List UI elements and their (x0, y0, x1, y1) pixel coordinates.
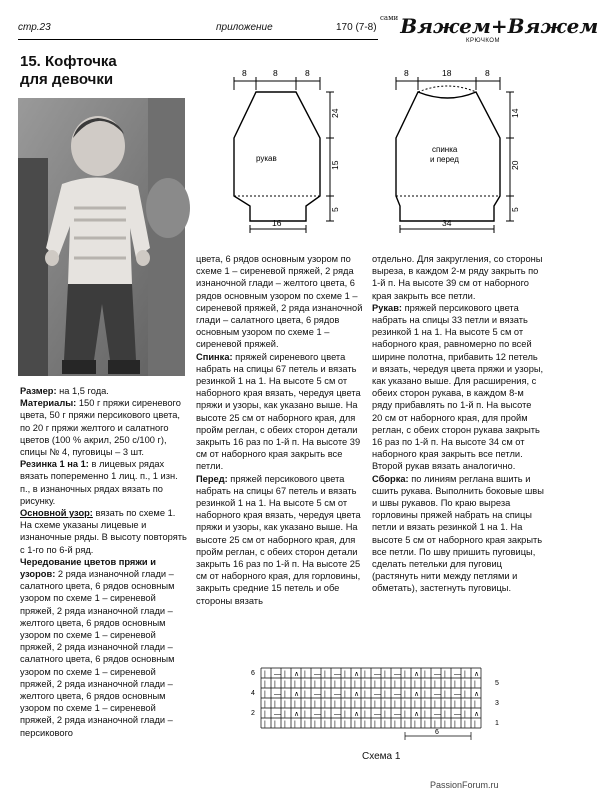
scheme-row-3: 3 (495, 700, 499, 707)
size-paragraph: Размер: на 1,5 года. (20, 386, 109, 396)
front-paragraph: Перед: пряжей персикового цвета набрать на спицы 67 петель и вязать резинкой 1 на 1. На высоте 5 см от наборного края вязать, чередуя цвета пряжи и узоры, как указано выше. На высоте 25 см от наборного края, для пройм реглан, с обеих сторон детали закрыть 16 раз по 1-й п. На высоте 25 см от наборного края, для горловины, закрыть средние 15 петель и обе стороны вязать (196, 473, 361, 606)
scheme-stitch-symbol: | (304, 691, 306, 698)
back-paragraph: Спинка: пряжей сиреневого цвета набрать на спицы 67 петель и вязать резинкой 1 на 1. На высоте 5 см от наборного края вязать, чередуя цвета пряжи и узоры, как указано выше. На высоте 25 см от наборного края, для пройм реглан, с обеих сторон детали закрыть 16 раз по 1-й п. На высоте 39 см от наборного края закрыть все петли. (196, 351, 361, 472)
scheme-stitch-symbol: — (394, 671, 401, 678)
scheme-row-5: 5 (495, 680, 499, 687)
scheme-row-2: 2 (251, 710, 255, 717)
scheme-stitch-symbol: | (424, 711, 426, 718)
scheme-stitch-symbol: | (334, 681, 336, 688)
body-side-dim-1: 14 (510, 108, 520, 118)
scheme-stitch-symbol: | (294, 701, 296, 708)
scheme-stitch-symbol: | (384, 701, 386, 708)
sleeve-diagram (226, 66, 346, 236)
scheme-stitch-symbol: | (284, 701, 286, 708)
scheme-stitch-symbol: | (344, 681, 346, 688)
scheme-stitch-symbol: | (414, 721, 416, 728)
scheme-stitch-symbol: | (424, 671, 426, 678)
scheme-stitch-symbol: | (464, 721, 466, 728)
scheme-stitch-symbol: | (464, 711, 466, 718)
scheme-stitch-symbol: | (314, 701, 316, 708)
scheme-stitch-symbol: | (444, 681, 446, 688)
scheme-stitch-symbol: | (354, 681, 356, 688)
scheme-stitch-symbol: | (274, 721, 276, 728)
scheme-stitch-symbol: | (274, 701, 276, 708)
sleeve-bottom-dim: 16 (272, 218, 282, 228)
scheme-caption: Схема 1 (362, 751, 401, 762)
scheme-stitch-symbol: | (394, 681, 396, 688)
scheme-repeat: 6 (435, 729, 439, 736)
scheme-stitch-symbol: | (364, 681, 366, 688)
scheme-stitch-symbol: | (284, 681, 286, 688)
scheme-stitch-symbol: ∧ (474, 711, 480, 718)
scheme-stitch-symbol: ∧ (354, 671, 360, 678)
scheme-stitch-symbol: | (374, 701, 376, 708)
scheme-stitch-symbol: — (434, 711, 441, 718)
body-top-dim-3: 8 (485, 68, 490, 78)
scheme-stitch-symbol: | (364, 711, 366, 718)
magazine-logo: $^{сами}$ Вяжем+Вяжем (380, 14, 598, 38)
scheme-stitch-symbol: | (384, 691, 386, 698)
scheme-stitch-symbol: | (344, 711, 346, 718)
sleeves-paragraph: Рукав: пряжей персикового цвета набрать на спицы 33 петли и вязать резинкой 1 на 1. На высоте 5 см от наборного края, равномерно по всей ширине полотна, прибавить 12 петель и вязать, чередуя цвета пряжи и узоры, как указано выше. Для расширения, с обеих сторон рукава, в каждом 8-м ряду прибавлять по 1-й п. На высоте 20 см от наборного края, для пройм реглан, с обеих сторон рукава закрыть 16 раз по 1-й п. На высоте 34 см от наборного края закрыть все петли. Второй рукав вязать аналогично. (372, 302, 544, 472)
scheme-stitch-symbol: | (424, 691, 426, 698)
scheme-stitch-symbol: | (464, 701, 466, 708)
scheme-stitch-symbol: | (384, 711, 386, 718)
scheme-stitch-symbol: | (464, 671, 466, 678)
body-top-dim-2: 18 (442, 68, 452, 78)
rib-paragraph: Резинка 1 на 1: в лицевых рядах вязать попеременно 1 лиц. п., 1 изн. п., в изнаночных рядах вязать по рисунку. (20, 459, 178, 506)
site-watermark: PassionForum.ru (430, 780, 499, 790)
scheme-stitch-symbol: — (394, 691, 401, 698)
scheme-stitch-symbol: | (394, 721, 396, 728)
scheme-stitch-symbol: | (464, 691, 466, 698)
scheme-stitch-symbol: — (374, 691, 381, 698)
body-bottom-dim: 34 (442, 218, 452, 228)
scheme-row-4: 4 (251, 690, 255, 697)
scheme-stitch-symbol: ∧ (354, 691, 360, 698)
scheme-stitch-symbol: ∧ (414, 711, 420, 718)
scheme-stitch-symbol: | (384, 671, 386, 678)
sleeve-top-dim-3: 8 (305, 68, 310, 78)
scheme-stitch-symbol: | (344, 721, 346, 728)
scheme-stitch-symbol: | (444, 691, 446, 698)
scheme-stitch-symbol: | (264, 721, 266, 728)
scheme-stitch-symbol: | (414, 681, 416, 688)
scheme-stitch-symbol: | (364, 691, 366, 698)
scheme-stitch-symbol: | (404, 701, 406, 708)
scheme-stitch-symbol: — (314, 671, 321, 678)
scheme-stitch-symbol: | (404, 721, 406, 728)
scheme-stitch-symbol: | (284, 711, 286, 718)
scheme-stitch-symbol: | (384, 681, 386, 688)
scheme-stitch-symbol: | (294, 721, 296, 728)
sleeve-side-dim-1: 24 (330, 108, 340, 118)
scheme-stitch-symbol: — (374, 671, 381, 678)
scheme-stitch-symbol: | (294, 681, 296, 688)
magazine-logo-sub: КРЮЧКОМ (466, 38, 500, 44)
scheme-stitch-symbol: | (314, 721, 316, 728)
scheme-stitch-symbol: | (264, 701, 266, 708)
scheme-stitch-symbol: — (274, 691, 281, 698)
scheme-stitch-symbol: | (424, 721, 426, 728)
scheme-stitch-symbol: ∧ (294, 691, 300, 698)
scheme-stitch-symbol: | (304, 721, 306, 728)
scheme-stitch-symbol: | (264, 681, 266, 688)
scheme-stitch-symbol: | (444, 711, 446, 718)
scheme-stitch-symbol: | (364, 671, 366, 678)
scheme-stitch-symbol: — (334, 691, 341, 698)
scheme-stitch-symbol: ∧ (474, 671, 480, 678)
scheme-stitch-symbol: | (424, 681, 426, 688)
sleeve-label: рукав (256, 154, 277, 163)
scheme-stitch-symbol: | (434, 701, 436, 708)
scheme-stitch-symbol: — (274, 671, 281, 678)
scheme-stitch-symbol: | (344, 691, 346, 698)
scheme-stitch-symbol: | (394, 701, 396, 708)
stripes-continued: цвета, 6 рядов основным узором по схеме 1 – сиреневой пряжей, 2 ряда изнаночной глади – желтого цвета, 6 рядов основным узором по схеме 1 – сиреневой пряжей, 2 ряда изнаночной глади – салатного цвета, 6 рядов основным узором по схеме 1 – сиреневой пряжей. (196, 254, 363, 350)
scheme-stitch-symbol: ∧ (354, 711, 360, 718)
scheme-stitch-symbol: | (324, 701, 326, 708)
scheme-stitch-symbol: | (284, 671, 286, 678)
text-column-1 (20, 385, 187, 739)
scheme-stitch-symbol: | (464, 681, 466, 688)
scheme-stitch-symbol: ∧ (294, 711, 300, 718)
main-pattern-paragraph: Основной узор: вязать по схеме 1. На схеме указаны лицевые и изнаночные ряды. В высоту повторять с 1-го по 6-й ряд. (20, 508, 187, 555)
scheme-stitch-symbol: — (334, 711, 341, 718)
page-header (18, 14, 598, 44)
sleeve-side-dim-3: 5 (330, 207, 340, 212)
stripes-paragraph: Чередование цветов пряжи и узоров: 2 ряда изнаночной глади – салатного цвета, 6 рядов основным узором по схеме 1 – сиреневой пряжей, 2 ряда изнаночной глади – желтого цвета, 6 рядов основным узором по схеме 1 – сиреневой пряжей, 2 ряда изнаночной глади – салатного цвета, 6 рядов основным узором по схеме 1 – сиреневой пряжей, 2 ряда изнаночной глади – желтого цвета, 6 рядов основным узором по схеме 1 – сиреневой пряжей, 2 ряда изнаночной глади – персикового (20, 556, 175, 738)
scheme-stitch-symbol: | (354, 721, 356, 728)
scheme-stitch-symbol: | (364, 701, 366, 708)
materials-paragraph: Материалы: 150 г пряжи сиреневого цвета, 50 г пряжи персикового цвета, по 20 г пряжи желтого и салатного цветов (100 % акрил, 250 с/100 г), спицы № 4, пуговицы – 3 шт. (20, 398, 181, 458)
scheme-stitch-symbol: | (324, 711, 326, 718)
scheme-stitch-symbol: — (454, 691, 461, 698)
issue-number: 170 (7-8) (336, 22, 377, 33)
text-column-2 (196, 253, 364, 607)
scheme-stitch-symbol: | (474, 721, 476, 728)
text-column-3 (372, 253, 544, 595)
scheme-stitch-symbol: | (454, 681, 456, 688)
scheme-stitch-symbol: | (404, 711, 406, 718)
scheme-row-6: 6 (251, 670, 255, 677)
scheme-stitch-symbol: — (454, 711, 461, 718)
body-label-2: и перед (430, 155, 459, 164)
body-top-dim-1: 8 (404, 68, 409, 78)
scheme-stitch-symbol: — (314, 711, 321, 718)
scheme-stitch-symbol: | (304, 711, 306, 718)
sleeve-top-dim-2: 8 (273, 68, 278, 78)
scheme-stitch-symbol: | (374, 681, 376, 688)
scheme-stitch-symbol: | (384, 721, 386, 728)
scheme-stitch-symbol: | (324, 721, 326, 728)
scheme-stitch-symbol: — (434, 691, 441, 698)
header-rule (18, 39, 378, 40)
scheme-stitch-symbol: | (274, 681, 276, 688)
sleeve-side-dim-2: 15 (330, 160, 340, 170)
scheme-stitch-symbol: | (474, 701, 476, 708)
scheme-stitch-symbol: | (354, 701, 356, 708)
body-side-dim-3: 5 (510, 207, 520, 212)
page-number: стр.23 (18, 22, 51, 33)
scheme-stitch-symbol: | (264, 711, 266, 718)
scheme-stitch-symbol: | (344, 701, 346, 708)
scheme-stitch-symbol: | (344, 671, 346, 678)
scheme-stitch-symbol: | (314, 681, 316, 688)
section-name: приложение (216, 22, 273, 33)
scheme-stitch-symbol: — (434, 671, 441, 678)
scheme-stitch-symbol: | (304, 681, 306, 688)
scheme-row-1: 1 (495, 720, 499, 727)
scheme-stitch-symbol: | (324, 681, 326, 688)
scheme-stitch-symbol: — (394, 711, 401, 718)
scheme-stitch-symbol: | (304, 701, 306, 708)
scheme-stitch-symbol: | (434, 681, 436, 688)
scheme-stitch-symbol: | (284, 721, 286, 728)
scheme-stitch-symbol: | (454, 701, 456, 708)
scheme-stitch-symbol: — (334, 671, 341, 678)
scheme-stitch-symbol: — (454, 671, 461, 678)
scheme-stitch-symbol: ∧ (474, 691, 480, 698)
scheme-stitch-symbol: | (414, 701, 416, 708)
scheme-stitch-symbol: ∧ (294, 671, 300, 678)
scheme-stitch-symbol: | (404, 671, 406, 678)
scheme-stitch-symbol: | (264, 671, 266, 678)
girl-photo (18, 98, 185, 376)
sleeve-top-dim-1: 8 (242, 68, 247, 78)
assembly-paragraph: Сборка: по линиям реглана вшить и сшить рукава. Выполнить боковые швы и швы рукавов. По краю выреза горловины пряжей набрать на спицы петли и вязать резинкой 1 на 1. На высоте 5 см от наборного края закрыть все петли. По шву пришить пуговицы, сделать петельки для пуговиц (растянуть нити между петлями и обметать), застегнуть пуговицы. (372, 473, 544, 594)
front-continued: отдельно. Для закругления, со стороны выреза, в каждом 2-м ряду закрыть по 1-й п. На высоте 39 см от наборного края закрыть все петли. (372, 254, 543, 301)
scheme-stitch-symbol: | (304, 671, 306, 678)
scheme-stitch-symbol: — (274, 711, 281, 718)
scheme-stitch-symbol: | (424, 701, 426, 708)
scheme-stitch-symbol: — (374, 711, 381, 718)
body-side-dim-2: 20 (510, 160, 520, 170)
scheme-stitch-symbol: | (264, 691, 266, 698)
scheme-stitch-symbol: | (444, 671, 446, 678)
body-label-1: спинка (432, 145, 458, 154)
scheme-stitch-symbol: | (334, 721, 336, 728)
scheme-stitch-symbol: ∧ (414, 671, 420, 678)
scheme-stitch-symbol: | (444, 701, 446, 708)
scheme-stitch-symbol: | (474, 681, 476, 688)
scheme-stitch-symbol: | (444, 721, 446, 728)
scheme-stitch-symbol: | (434, 721, 436, 728)
article-title: 15. Кофточка для девочки (20, 53, 117, 88)
scheme-stitch-symbol: | (374, 721, 376, 728)
scheme-stitch-symbol: | (324, 671, 326, 678)
scheme-stitch-symbol: | (454, 721, 456, 728)
scheme-stitch-symbol: — (314, 691, 321, 698)
scheme-stitch-symbol: | (334, 701, 336, 708)
scheme-stitch-symbol: | (324, 691, 326, 698)
scheme-stitch-symbol: | (284, 691, 286, 698)
scheme-stitch-symbol: | (404, 691, 406, 698)
scheme-stitch-symbol: | (404, 681, 406, 688)
scheme-stitch-symbol: ∧ (414, 691, 420, 698)
scheme-stitch-symbol: | (364, 721, 366, 728)
body-diagram (388, 66, 528, 236)
